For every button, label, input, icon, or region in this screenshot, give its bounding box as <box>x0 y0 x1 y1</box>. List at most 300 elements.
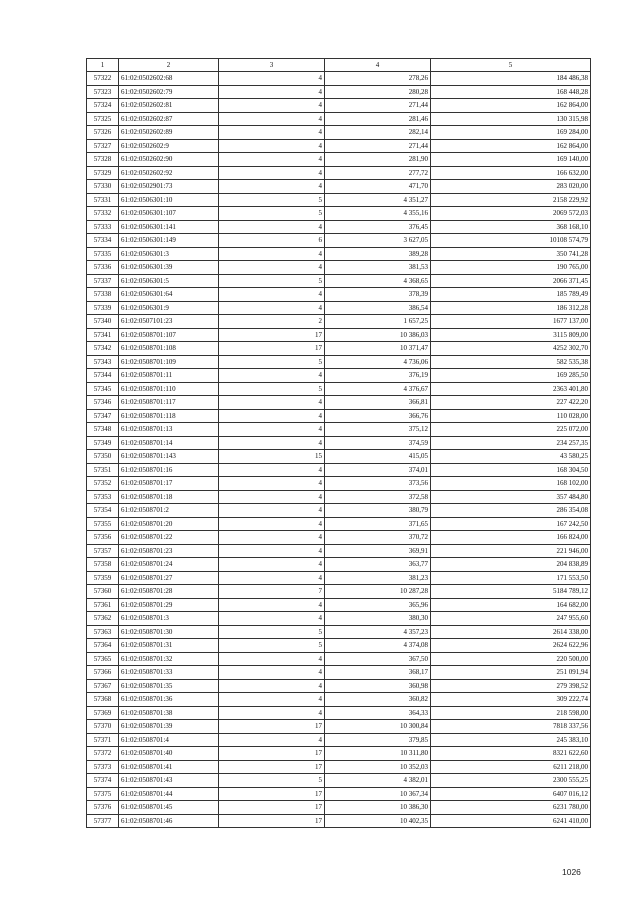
column-header: 1 <box>87 59 119 72</box>
table-cell: 57370 <box>87 720 119 734</box>
table-cell: 57365 <box>87 652 119 666</box>
table-row <box>87 382 591 396</box>
table-cell: 218 598,00 <box>431 706 591 720</box>
table-cell: 225 072,00 <box>431 423 591 437</box>
table-cell: 57337 <box>87 274 119 288</box>
table-cell: 4 368,65 <box>325 274 431 288</box>
table-row <box>87 396 591 410</box>
table-cell: 57334 <box>87 234 119 248</box>
table-row <box>87 274 591 288</box>
table-cell: 169 284,00 <box>431 126 591 140</box>
table-row <box>87 477 591 491</box>
table-cell: 57367 <box>87 679 119 693</box>
table-cell: 57346 <box>87 396 119 410</box>
table-cell: 4 374,08 <box>325 639 431 653</box>
table-cell: 6231 780,00 <box>431 801 591 815</box>
table-cell: 17 <box>219 747 325 761</box>
table-row <box>87 207 591 221</box>
table-cell: 57366 <box>87 666 119 680</box>
table-cell: 4 <box>219 490 325 504</box>
table-cell: 61:02:0508701:17 <box>119 477 219 491</box>
table-cell: 57354 <box>87 504 119 518</box>
table-cell: 61:02:0508701:27 <box>119 571 219 585</box>
table-cell: 17 <box>219 328 325 342</box>
table-cell: 4 <box>219 288 325 302</box>
column-header: 3 <box>219 59 325 72</box>
table-cell: 245 383,10 <box>431 733 591 747</box>
table-cell: 282,14 <box>325 126 431 140</box>
table-cell: 167 242,50 <box>431 517 591 531</box>
table-cell: 8321 622,60 <box>431 747 591 761</box>
table-cell: 365,96 <box>325 598 431 612</box>
table-row <box>87 652 591 666</box>
table-row <box>87 220 591 234</box>
table-cell: 2300 555,25 <box>431 774 591 788</box>
table-cell: 61:02:0508701:13 <box>119 423 219 437</box>
table-cell: 278,26 <box>325 72 431 86</box>
table-row <box>87 315 591 329</box>
table-cell: 61:02:0508701:3 <box>119 612 219 626</box>
table-cell: 4 351,27 <box>325 193 431 207</box>
table-row <box>87 747 591 761</box>
table-cell: 280,28 <box>325 85 431 99</box>
table-cell: 378,39 <box>325 288 431 302</box>
table-row <box>87 544 591 558</box>
table-cell: 57339 <box>87 301 119 315</box>
table-cell: 271,44 <box>325 139 431 153</box>
table-cell: 7818 337,56 <box>431 720 591 734</box>
table-cell: 57377 <box>87 814 119 828</box>
table-cell: 4 <box>219 504 325 518</box>
table-cell: 5 <box>219 274 325 288</box>
cadastral-table <box>86 58 591 828</box>
table-cell: 57349 <box>87 436 119 450</box>
table-cell: 57331 <box>87 193 119 207</box>
table-row <box>87 234 591 248</box>
table-cell: 57371 <box>87 733 119 747</box>
table-cell: 57336 <box>87 261 119 275</box>
table-cell: 61:02:0508701:24 <box>119 558 219 572</box>
table-row <box>87 625 591 639</box>
table-row <box>87 436 591 450</box>
table-cell: 61:02:0508701:2 <box>119 504 219 518</box>
table-cell: 169 285,50 <box>431 369 591 383</box>
table-cell: 4 <box>219 369 325 383</box>
table-cell: 61:02:0508701:41 <box>119 760 219 774</box>
table-cell: 2 <box>219 315 325 329</box>
table-cell: 366,81 <box>325 396 431 410</box>
table-cell: 251 091,94 <box>431 666 591 680</box>
table-cell: 61:02:0508701:43 <box>119 774 219 788</box>
table-row <box>87 720 591 734</box>
table-cell: 4 <box>219 261 325 275</box>
table-cell: 61:02:0506301:9 <box>119 301 219 315</box>
table-cell: 171 553,50 <box>431 571 591 585</box>
table-cell: 379,85 <box>325 733 431 747</box>
table-cell: 4 <box>219 153 325 167</box>
table-row <box>87 693 591 707</box>
table-cell: 4252 302,70 <box>431 342 591 356</box>
table-cell: 57363 <box>87 625 119 639</box>
table-cell: 57343 <box>87 355 119 369</box>
table-cell: 6241 410,00 <box>431 814 591 828</box>
table-cell: 57350 <box>87 450 119 464</box>
table-cell: 4 382,01 <box>325 774 431 788</box>
table-cell: 61:02:0502602:92 <box>119 166 219 180</box>
table-cell: 57335 <box>87 247 119 261</box>
table-cell: 61:02:0502602:68 <box>119 72 219 86</box>
table-cell: 279 398,52 <box>431 679 591 693</box>
table-cell: 186 312,28 <box>431 301 591 315</box>
table-cell: 7 <box>219 585 325 599</box>
table-cell: 57359 <box>87 571 119 585</box>
table-cell: 57357 <box>87 544 119 558</box>
table-cell: 57351 <box>87 463 119 477</box>
table-cell: 61:02:0508701:118 <box>119 409 219 423</box>
table-row <box>87 301 591 315</box>
table-cell: 57340 <box>87 315 119 329</box>
table-row <box>87 801 591 815</box>
column-header: 5 <box>431 59 591 72</box>
table-cell: 4 <box>219 139 325 153</box>
table-row <box>87 369 591 383</box>
table-cell: 4 736,06 <box>325 355 431 369</box>
table-cell: 61:02:0508701:35 <box>119 679 219 693</box>
table-cell: 61:02:0508701:18 <box>119 490 219 504</box>
table-cell: 61:02:0508701:110 <box>119 382 219 396</box>
table-row <box>87 180 591 194</box>
table-cell: 57325 <box>87 112 119 126</box>
table-cell: 281,90 <box>325 153 431 167</box>
table-cell: 61:02:0506301:107 <box>119 207 219 221</box>
table-cell: 61:02:0502602:79 <box>119 85 219 99</box>
table-cell: 15 <box>219 450 325 464</box>
table-cell: 4 <box>219 666 325 680</box>
table-cell: 57360 <box>87 585 119 599</box>
table-cell: 57342 <box>87 342 119 356</box>
table-cell: 57322 <box>87 72 119 86</box>
table-cell: 247 955,60 <box>431 612 591 626</box>
table-cell: 380,79 <box>325 504 431 518</box>
table-row <box>87 112 591 126</box>
table-cell: 61:02:0506301:3 <box>119 247 219 261</box>
table-row <box>87 288 591 302</box>
table-row <box>87 598 591 612</box>
table-cell: 471,70 <box>325 180 431 194</box>
table-cell: 130 315,98 <box>431 112 591 126</box>
table-cell: 61:02:0506301:64 <box>119 288 219 302</box>
table-cell: 61:02:0508701:31 <box>119 639 219 653</box>
table-cell: 57341 <box>87 328 119 342</box>
table-cell: 4 <box>219 706 325 720</box>
table-row <box>87 126 591 140</box>
table-cell: 6211 218,00 <box>431 760 591 774</box>
table-cell: 17 <box>219 342 325 356</box>
table-cell: 5 <box>219 382 325 396</box>
table-cell: 57362 <box>87 612 119 626</box>
table-cell: 162 864,00 <box>431 139 591 153</box>
table-cell: 2624 622,96 <box>431 639 591 653</box>
table-cell: 357 484,80 <box>431 490 591 504</box>
table-row <box>87 760 591 774</box>
table-cell: 61:02:0506301:5 <box>119 274 219 288</box>
table-cell: 371,65 <box>325 517 431 531</box>
table-cell: 17 <box>219 760 325 774</box>
table-cell: 166 632,00 <box>431 166 591 180</box>
table-row <box>87 612 591 626</box>
table-cell: 10 386,30 <box>325 801 431 815</box>
table-cell: 6 <box>219 234 325 248</box>
table-cell: 57348 <box>87 423 119 437</box>
table-cell: 283 020,00 <box>431 180 591 194</box>
table-cell: 17 <box>219 801 325 815</box>
table-cell: 57327 <box>87 139 119 153</box>
table-cell: 4 <box>219 517 325 531</box>
table-cell: 10 386,03 <box>325 328 431 342</box>
table-cell: 4 <box>219 693 325 707</box>
table-cell: 61:02:0507101:23 <box>119 315 219 329</box>
table-cell: 372,58 <box>325 490 431 504</box>
table-cell: 61:02:0508701:39 <box>119 720 219 734</box>
table-cell: 234 257,35 <box>431 436 591 450</box>
table-cell: 61:02:0502602:9 <box>119 139 219 153</box>
table-cell: 369,91 <box>325 544 431 558</box>
table-cell: 4 <box>219 112 325 126</box>
table-cell: 1 657,25 <box>325 315 431 329</box>
table-cell: 61:02:0506301:10 <box>119 193 219 207</box>
table-row <box>87 490 591 504</box>
table-cell: 5 <box>219 355 325 369</box>
table-cell: 61:02:0508701:40 <box>119 747 219 761</box>
table-row <box>87 733 591 747</box>
table-cell: 4 <box>219 126 325 140</box>
table-row <box>87 450 591 464</box>
table-cell: 1677 137,00 <box>431 315 591 329</box>
table-cell: 10 311,80 <box>325 747 431 761</box>
table-body <box>87 72 591 828</box>
table-cell: 61:02:0508701:108 <box>119 342 219 356</box>
table-cell: 5184 789,12 <box>431 585 591 599</box>
table-cell: 582 535,38 <box>431 355 591 369</box>
table-cell: 184 486,38 <box>431 72 591 86</box>
table-cell: 61:02:0508701:11 <box>119 369 219 383</box>
table-row <box>87 153 591 167</box>
table-cell: 169 140,00 <box>431 153 591 167</box>
table-cell: 168 102,00 <box>431 477 591 491</box>
table-cell: 57364 <box>87 639 119 653</box>
table-cell: 4 <box>219 571 325 585</box>
table-cell: 381,53 <box>325 261 431 275</box>
table-cell: 368,17 <box>325 666 431 680</box>
table-cell: 271,44 <box>325 99 431 113</box>
table-cell: 61:02:0508701:4 <box>119 733 219 747</box>
table-cell: 5 <box>219 625 325 639</box>
table-cell: 4 357,23 <box>325 625 431 639</box>
table-cell: 61:02:0508701:107 <box>119 328 219 342</box>
table-cell: 10 352,03 <box>325 760 431 774</box>
table-cell: 364,33 <box>325 706 431 720</box>
table-cell: 415,05 <box>325 450 431 464</box>
table-row <box>87 558 591 572</box>
table-cell: 5 <box>219 193 325 207</box>
table-cell: 57356 <box>87 531 119 545</box>
table-cell: 227 422,20 <box>431 396 591 410</box>
table-cell: 4 <box>219 72 325 86</box>
table-cell: 4 <box>219 409 325 423</box>
table-cell: 61:02:0502602:90 <box>119 153 219 167</box>
table-row <box>87 328 591 342</box>
table-cell: 281,46 <box>325 112 431 126</box>
table-cell: 61:02:0508701:29 <box>119 598 219 612</box>
table-cell: 57344 <box>87 369 119 383</box>
table-row <box>87 639 591 653</box>
table-cell: 366,76 <box>325 409 431 423</box>
table-row <box>87 774 591 788</box>
table-cell: 374,01 <box>325 463 431 477</box>
table-cell: 6407 016,12 <box>431 787 591 801</box>
table-cell: 221 946,00 <box>431 544 591 558</box>
table-cell: 57372 <box>87 747 119 761</box>
table-row <box>87 85 591 99</box>
table-cell: 61:02:0508701:23 <box>119 544 219 558</box>
table-cell: 61:02:0502602:81 <box>119 99 219 113</box>
table-cell: 309 222,74 <box>431 693 591 707</box>
table-cell: 61:02:0508701:117 <box>119 396 219 410</box>
table-cell: 370,72 <box>325 531 431 545</box>
table-cell: 110 028,00 <box>431 409 591 423</box>
table-cell: 4 <box>219 612 325 626</box>
table-cell: 43 580,25 <box>431 450 591 464</box>
table-cell: 220 500,00 <box>431 652 591 666</box>
table-row <box>87 517 591 531</box>
table-cell: 360,98 <box>325 679 431 693</box>
table-cell: 61:02:0508701:109 <box>119 355 219 369</box>
table-cell: 204 838,89 <box>431 558 591 572</box>
table-cell: 61:02:0508701:16 <box>119 463 219 477</box>
table-cell: 61:02:0508701:20 <box>119 517 219 531</box>
table-cell: 61:02:0508701:143 <box>119 450 219 464</box>
table-cell: 381,23 <box>325 571 431 585</box>
table-cell: 373,56 <box>325 477 431 491</box>
table-row <box>87 423 591 437</box>
table-row <box>87 99 591 113</box>
table-row <box>87 247 591 261</box>
table-cell: 4 <box>219 531 325 545</box>
table-cell: 57375 <box>87 787 119 801</box>
table-cell: 3 627,05 <box>325 234 431 248</box>
table-cell: 57376 <box>87 801 119 815</box>
table-cell: 4 <box>219 598 325 612</box>
table-cell: 360,82 <box>325 693 431 707</box>
table-cell: 374,59 <box>325 436 431 450</box>
table-cell: 61:02:0508701:22 <box>119 531 219 545</box>
table-row <box>87 814 591 828</box>
table-cell: 57355 <box>87 517 119 531</box>
table-cell: 164 682,00 <box>431 598 591 612</box>
table-cell: 10 300,84 <box>325 720 431 734</box>
table-row <box>87 355 591 369</box>
table-cell: 168 448,28 <box>431 85 591 99</box>
table-cell: 2158 229,92 <box>431 193 591 207</box>
table-cell: 4 355,16 <box>325 207 431 221</box>
table-cell: 4 <box>219 166 325 180</box>
table-cell: 10 402,35 <box>325 814 431 828</box>
table-cell: 5 <box>219 207 325 221</box>
table-row <box>87 531 591 545</box>
table-cell: 4 <box>219 180 325 194</box>
table-cell: 10 367,34 <box>325 787 431 801</box>
table-header-row <box>87 59 591 72</box>
table-cell: 166 824,00 <box>431 531 591 545</box>
table-cell: 57330 <box>87 180 119 194</box>
column-header: 2 <box>119 59 219 72</box>
table-cell: 3115 809,00 <box>431 328 591 342</box>
table-cell: 57361 <box>87 598 119 612</box>
table-cell: 57369 <box>87 706 119 720</box>
table-cell: 57347 <box>87 409 119 423</box>
table-cell: 57328 <box>87 153 119 167</box>
table-cell: 277,72 <box>325 166 431 180</box>
table-cell: 4 <box>219 301 325 315</box>
table-cell: 2066 371,45 <box>431 274 591 288</box>
table-cell: 162 864,00 <box>431 99 591 113</box>
table-cell: 10 371,47 <box>325 342 431 356</box>
table-cell: 61:02:0502602:89 <box>119 126 219 140</box>
table-cell: 61:02:0508701:14 <box>119 436 219 450</box>
table-cell: 57333 <box>87 220 119 234</box>
table-cell: 4 <box>219 652 325 666</box>
table-cell: 2069 572,03 <box>431 207 591 221</box>
table-cell: 380,30 <box>325 612 431 626</box>
table-row <box>87 463 591 477</box>
table-cell: 367,50 <box>325 652 431 666</box>
table-cell: 4 <box>219 463 325 477</box>
page-number: 1026 <box>562 867 581 877</box>
table-cell: 4 <box>219 679 325 693</box>
table-cell: 386,54 <box>325 301 431 315</box>
table-cell: 61:02:0508701:44 <box>119 787 219 801</box>
table-cell: 57368 <box>87 693 119 707</box>
table-cell: 4 <box>219 558 325 572</box>
table-cell: 17 <box>219 814 325 828</box>
table-cell: 2614 338,00 <box>431 625 591 639</box>
table-row <box>87 72 591 86</box>
table-cell: 376,19 <box>325 369 431 383</box>
table-cell: 4 <box>219 247 325 261</box>
table-cell: 389,28 <box>325 247 431 261</box>
table-cell: 5 <box>219 639 325 653</box>
column-header: 4 <box>325 59 431 72</box>
table-cell: 2363 401,80 <box>431 382 591 396</box>
table-row <box>87 571 591 585</box>
table-cell: 4 <box>219 544 325 558</box>
table-cell: 368 168,10 <box>431 220 591 234</box>
table-row <box>87 409 591 423</box>
table-row <box>87 666 591 680</box>
table-cell: 4 <box>219 85 325 99</box>
table-row <box>87 706 591 720</box>
table-cell: 61:02:0508701:36 <box>119 693 219 707</box>
table-cell: 57332 <box>87 207 119 221</box>
table-cell: 4 <box>219 436 325 450</box>
table-cell: 376,45 <box>325 220 431 234</box>
table-cell: 17 <box>219 720 325 734</box>
table-cell: 4 376,67 <box>325 382 431 396</box>
table-cell: 61:02:0508701:28 <box>119 585 219 599</box>
table-cell: 5 <box>219 774 325 788</box>
table-cell: 61:02:0508701:38 <box>119 706 219 720</box>
table-row <box>87 787 591 801</box>
